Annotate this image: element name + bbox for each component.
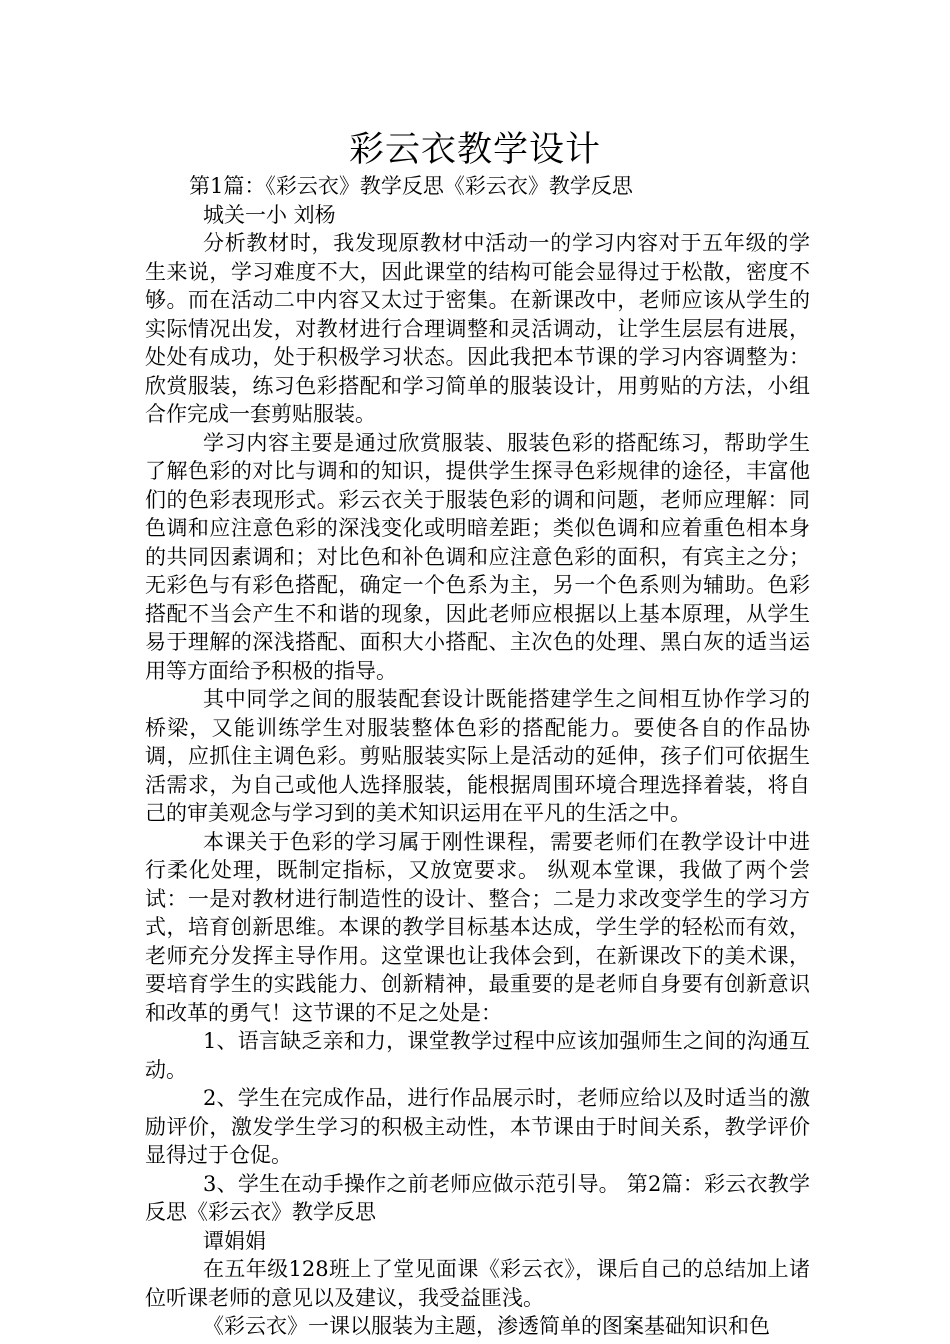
list-item-1: 1、语言缺乏亲和力，课堂教学过程中应该加强师生之间的沟通互动。 [145,1029,810,1082]
author-line-1: 城关一小 刘杨 [203,202,336,227]
document-body [145,172,810,1341]
paragraph: 分析教材时，我发现原教材中活动一的学习内容对于五年级的学生来说，学习难度不大，因此课堂的结构可能会显得过于松散，密度不够。而在活动二中内容又太过于密集。在新课改中，老师应该从学生的实际情况出发，对教材进行合理调整和灵活调动，让学生层层有进展，处处有成功，处于积极学习状态。因此我把本节课的学习内容调整为：欣赏服装，练习色彩搭配和学习简单的服装设计，用剪贴的方法，小组合作完成一套剪贴服装。 [145,231,810,426]
author-line-2: 谭娟娟 [203,1228,266,1253]
paragraph: 学习内容主要是通过欣赏服装、服装色彩的搭配练习，帮助学生了解色彩的对比与调和的知识，提供学生探寻色彩规律的途径，丰富他们的色彩表现形式。彩云衣关于服装色彩的调和问题，老师应理解：同色调和应注意色彩的深浅变化或明暗差距；类似色调和应着重色相本身的共同因素调和；对比色和补色调和应注意色彩的面积，有宾主之分；无彩色与有彩色搭配，确定一个色系为主，另一个色系则为辅助。色彩搭配不当会产生不和谐的现象，因此老师应根据以上基本原理，从学生易于理解的深浅搭配、面积大小搭配、主次色的处理、黑白灰的适当运用等方面给予积极的指导。 [145,430,810,683]
paragraph: 《彩云衣》一课以服装为主题，渗透简单的图案基础知识和色 [203,1314,770,1338]
paragraph: 本课关于色彩的学习属于刚性课程，需要老师们在教学设计中进行柔化处理，既制定指标，又放宽要求。 纵观本堂课，我做了两个尝试：一是对教材进行制造性的设计、整合；二是力求改变学生的学习方式，培育创新思维。本课的教学目标基本达成，学生学的轻松而有效，老师充分发挥主导作用。这堂课也让我体会到，在新课改下的美术课，要培育学生的实践能力、创新精神，最重要的是老师自身要有创新意识和改革的勇气！这节课的不足之处是： [145,829,810,1025]
heading-part-1: 第1篇：《彩云衣》教学反思《彩云衣》教学反思 [189,174,633,198]
list-item-2: 2、学生在完成作品，进行作品展示时，老师应给以及时适当的激励评价，激发学生学习的积极主动性，本节课由于时间关系，教学评价显得过于仓促。 [145,1086,810,1167]
paragraph: 在五年级128班上了堂见面课《彩云衣》，课后自己的总结加上诸位听课老师的意见以及建议，我受益匪浅。 [145,1257,810,1310]
document-title: 彩云衣教学设计 [348,130,601,170]
list-item-3: 3、学生在动手操作之前老师应做示范引导。 第2篇：彩云衣教学反思《彩云衣》教学反思 [145,1171,810,1224]
paragraph: 其中同学之间的服装配套设计既能搭建学生之间相互协作学习的桥梁，又能训练学生对服装整体色彩的搭配能力。要使各自的作品协调，应抓住主调色彩。剪贴服装实际上是活动的延伸，孩子们可依据生活需求，为自己或他人选择服装，能根据周围环境合理选择着装，将自己的审美观念与学习到的美术知识运用在平凡的生活之中。 [145,687,810,825]
